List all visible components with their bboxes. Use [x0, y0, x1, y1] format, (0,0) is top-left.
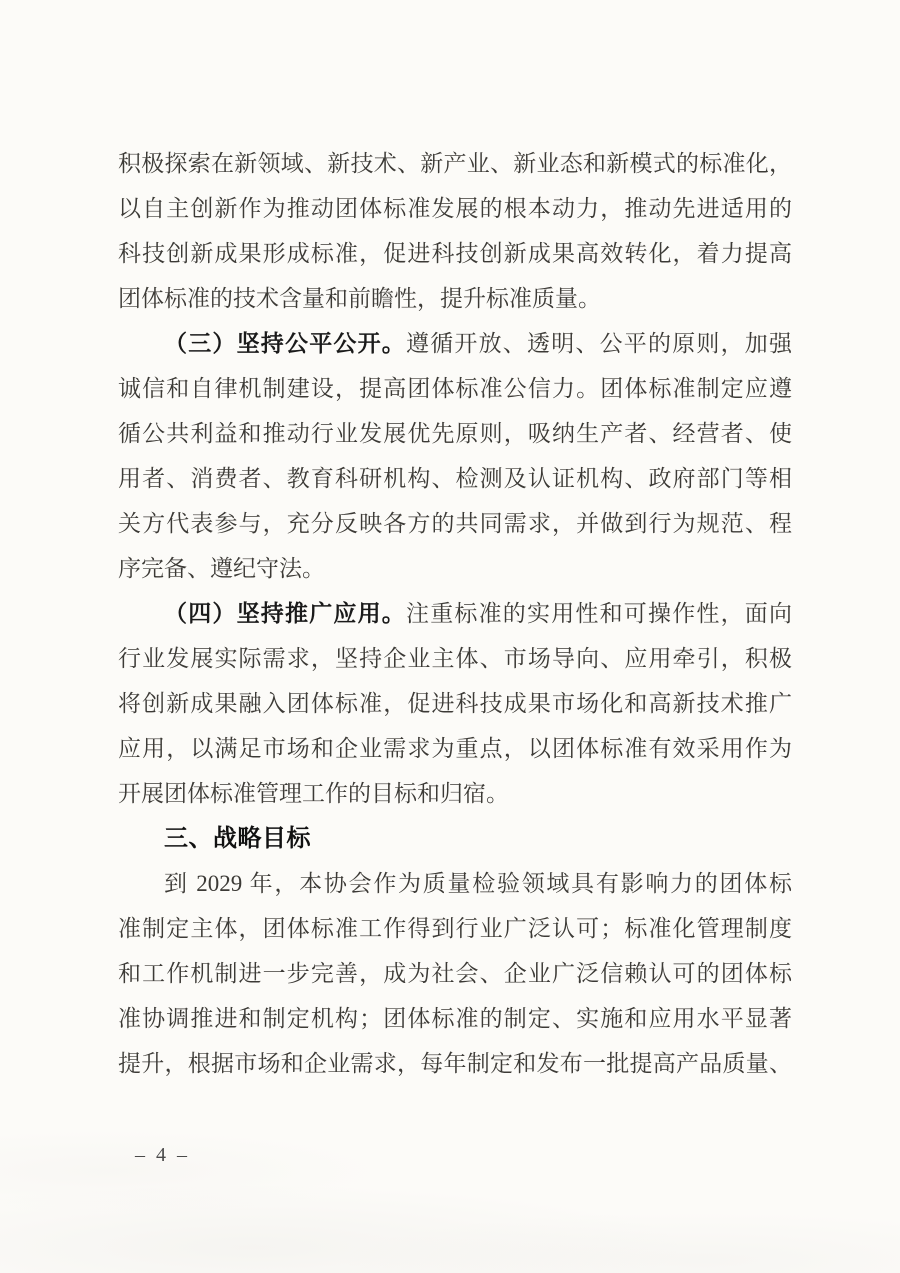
- text-run: 准协调推进和制定机构；团体标准的制定、实施和应用水平显著: [118, 1006, 792, 1031]
- text-line: [118, 681, 792, 726]
- text-line: [118, 636, 792, 681]
- page-number: – 4 –: [135, 1144, 190, 1166]
- text-run: 关方代表参与，充分反映各方的共同需求，并做到行为规范、程: [118, 511, 792, 536]
- text-line: [118, 141, 792, 186]
- text-line: [118, 906, 792, 951]
- text-run: 团体标准的技术含量和前瞻性，提升标准质量。: [118, 286, 601, 311]
- text-run: 科技创新成果形成标准，促进科技创新成果高效转化，着力提高: [118, 241, 792, 266]
- text-run: 遵循开放、透明、公平的原则，加强: [406, 331, 793, 356]
- text-line: [118, 951, 792, 996]
- text-block: [118, 141, 792, 1086]
- text-run: 用者、消费者、教育科研机构、检测及认证机构、政府部门等相: [118, 466, 792, 491]
- section-heading: [118, 816, 792, 861]
- text-run: 提升，根据市场和企业需求，每年制定和发布一批提高产品质量、: [118, 1051, 792, 1076]
- text-line: [118, 321, 792, 366]
- bold-run: （三）坚持公平公开。: [164, 331, 406, 356]
- text-line: [118, 1041, 792, 1086]
- text-line: [118, 996, 792, 1041]
- text-run: 行业发展实际需求，坚持企业主体、市场导向、应用牵引，积极: [118, 646, 792, 671]
- text-line: [118, 186, 792, 231]
- text-line: [118, 861, 792, 906]
- text-run: 开展团体标准管理工作的目标和归宿。: [118, 781, 509, 806]
- text-run: 准制定主体，团体标准工作得到行业广泛认可；标准化管理制度: [118, 916, 792, 941]
- text-run: 循公共利益和推动行业发展优先原则，吸纳生产者、经营者、使: [118, 421, 792, 446]
- text-line: [118, 366, 792, 411]
- text-run: 诚信和自律机制建设，提高团体标准公信力。团体标准制定应遵: [118, 376, 792, 401]
- text-run: 应用，以满足市场和企业需求为重点，以团体标准有效采用作为: [118, 736, 792, 761]
- text-line: [118, 231, 792, 276]
- text-run: 将创新成果融入团体标准，促进科技成果市场化和高新技术推广: [118, 691, 792, 716]
- text-line: [118, 501, 792, 546]
- text-run: 以自主创新作为推动团体标准发展的根本动力，推动先进适用的: [118, 196, 792, 221]
- heading-text: 三、战略目标: [164, 825, 311, 852]
- text-line: [118, 276, 792, 321]
- text-run: 积极探索在新领域、新技术、新产业、新业态和新模式的标准化，: [118, 151, 792, 176]
- text-run: 注重标准的实用性和可操作性，面向: [406, 601, 793, 626]
- text-line: [118, 546, 792, 591]
- text-run: 序完备、遵纪守法。: [118, 556, 325, 581]
- text-line: [118, 456, 792, 501]
- text-run: 到 2029 年，本协会作为质量检验领域具有影响力的团体标: [164, 871, 792, 896]
- bold-run: （四）坚持推广应用。: [164, 601, 406, 626]
- text-run: 和工作机制进一步完善，成为社会、企业广泛信赖认可的团体标: [118, 961, 792, 986]
- text-line: [118, 726, 792, 771]
- text-line: [118, 771, 792, 816]
- text-line: [118, 591, 792, 636]
- text-line: [118, 411, 792, 456]
